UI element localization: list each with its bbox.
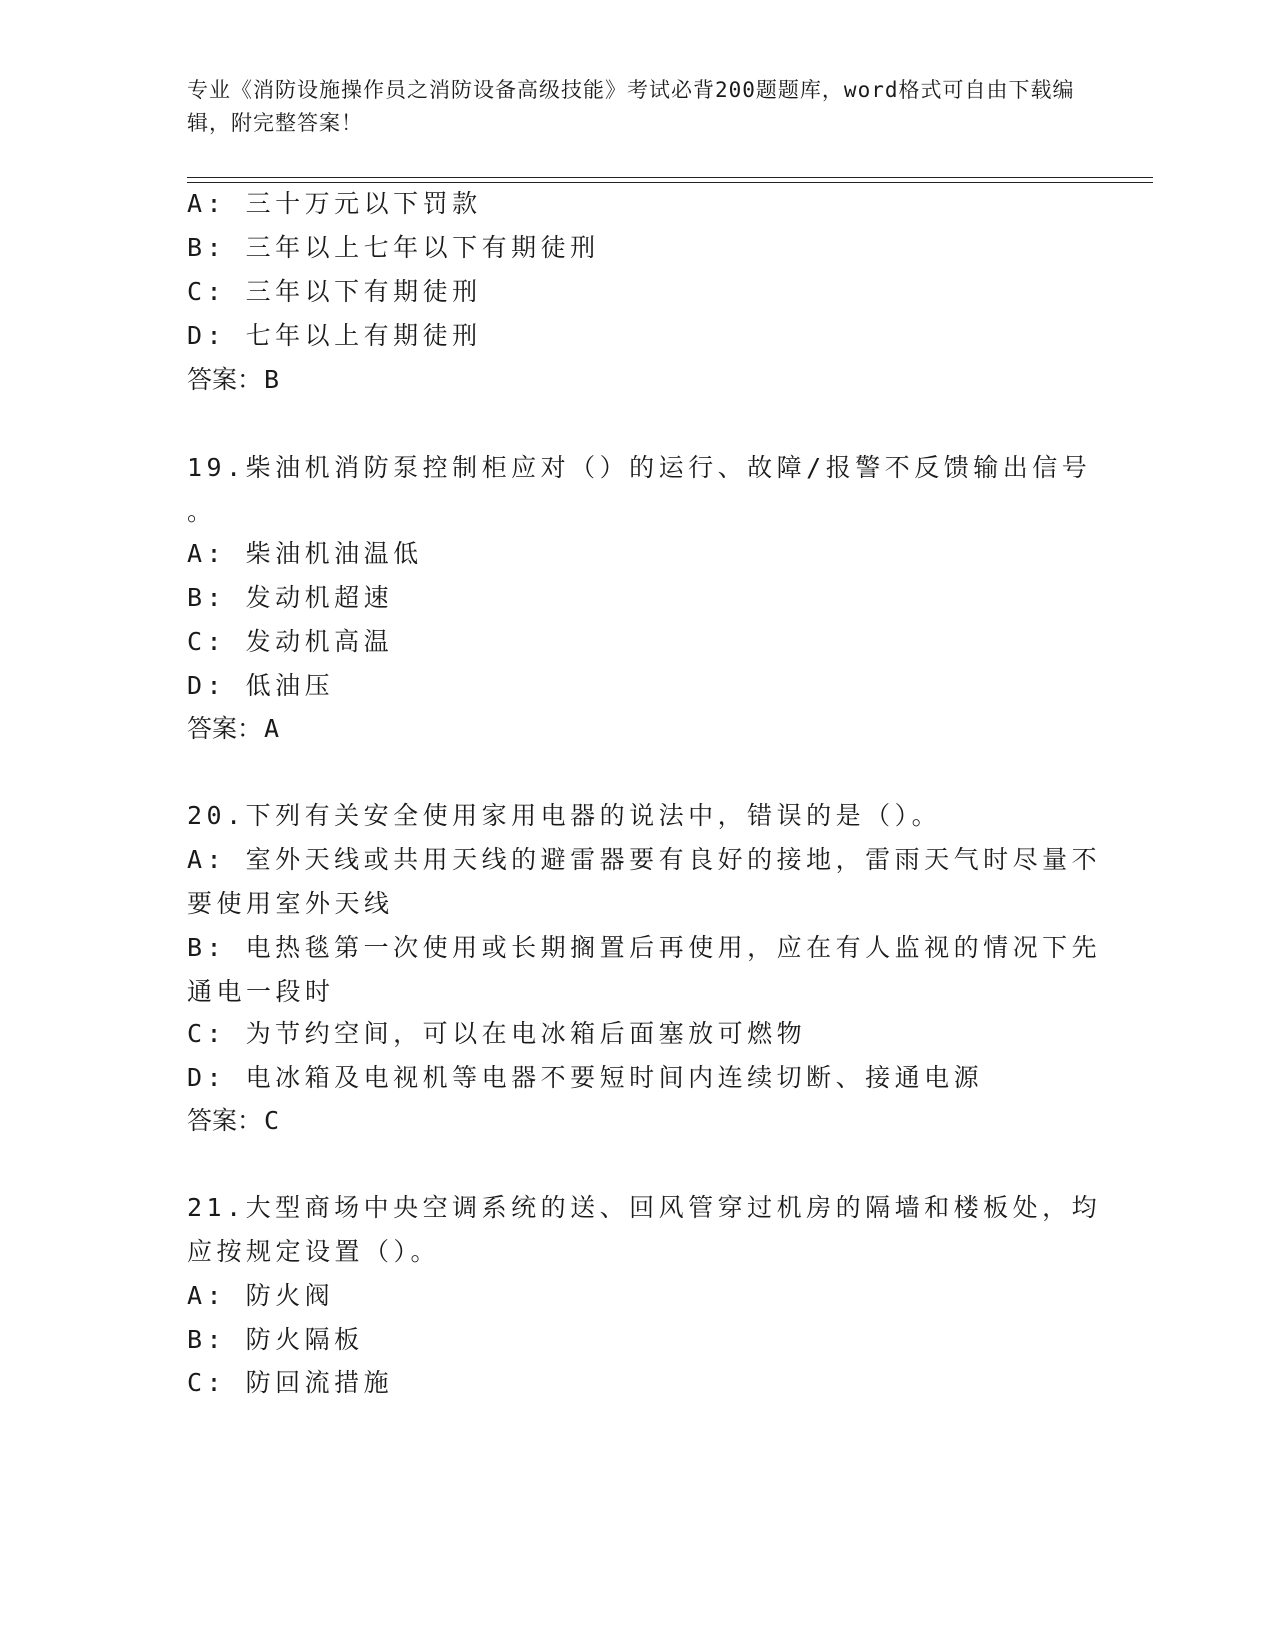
- prev-option-c: C: 三年以下有期徒刑: [187, 277, 482, 306]
- q21-option-a: A: 防火阀: [187, 1281, 335, 1310]
- q21-stem-line2: 应按规定设置（）。: [187, 1237, 441, 1266]
- answer-value: B: [264, 365, 280, 394]
- answer-label: 答案：: [187, 714, 263, 743]
- q19-stem-line2: 。: [187, 497, 217, 526]
- q20-option-b-line2: 通电一段时: [187, 977, 335, 1006]
- q20-option-d: D: 电冰箱及电视机等电器不要短时间内连续切断、接通电源: [187, 1063, 984, 1092]
- q20-option-b-line1: B: 电热毯第一次使用或长期搁置后再使用，应在有人监视的情况下先: [187, 933, 1102, 962]
- q20-stem: 20.下列有关安全使用家用电器的说法中，错误的是（）。: [187, 801, 942, 830]
- q20-answer: [187, 1105, 279, 1137]
- q20-option-a-line2: 要使用室外天线: [187, 889, 394, 918]
- q20-option-a-line1: A: 室外天线或共用天线的避雷器要有良好的接地，雷雨天气时尽量不: [187, 845, 1102, 874]
- document-header: 专业《消防设施操作员之消防设备高级技能》考试必背200题题库，word格式可自由下载编辑，附完整答案！: [187, 78, 1075, 135]
- q19-option-a: A: 柴油机油温低: [187, 539, 423, 568]
- answer-label: 答案：: [187, 1106, 263, 1135]
- q19-option-b: B: 发动机超速: [187, 583, 394, 612]
- answer-value: A: [264, 714, 280, 743]
- prev-option-d: D: 七年以上有期徒刑: [187, 321, 482, 350]
- q20-option-c: C: 为节约空间，可以在电冰箱后面塞放可燃物: [187, 1019, 807, 1048]
- prev-answer: [187, 364, 279, 396]
- q21-stem-line1: 21.大型商场中央空调系统的送、回风管穿过机房的隔墙和楼板处，均: [187, 1193, 1102, 1222]
- q19-stem-line1: 19.柴油机消防泵控制柜应对（）的运行、故障/报警不反馈输出信号: [187, 453, 1092, 482]
- header-divider-top: [187, 177, 1153, 178]
- q19-answer: [187, 713, 279, 745]
- prev-option-b: B: 三年以上七年以下有期徒刑: [187, 233, 600, 262]
- answer-label: 答案：: [187, 365, 263, 394]
- q19-option-d: D: 低油压: [187, 671, 335, 700]
- prev-option-a: A: 三十万元以下罚款: [187, 189, 482, 218]
- q19-option-c: C: 发动机高温: [187, 627, 394, 656]
- q21-option-b: B: 防火隔板: [187, 1325, 364, 1354]
- answer-value: C: [264, 1106, 280, 1135]
- header-divider-bottom: [187, 182, 1153, 183]
- q21-option-c: C: 防回流措施: [187, 1368, 394, 1397]
